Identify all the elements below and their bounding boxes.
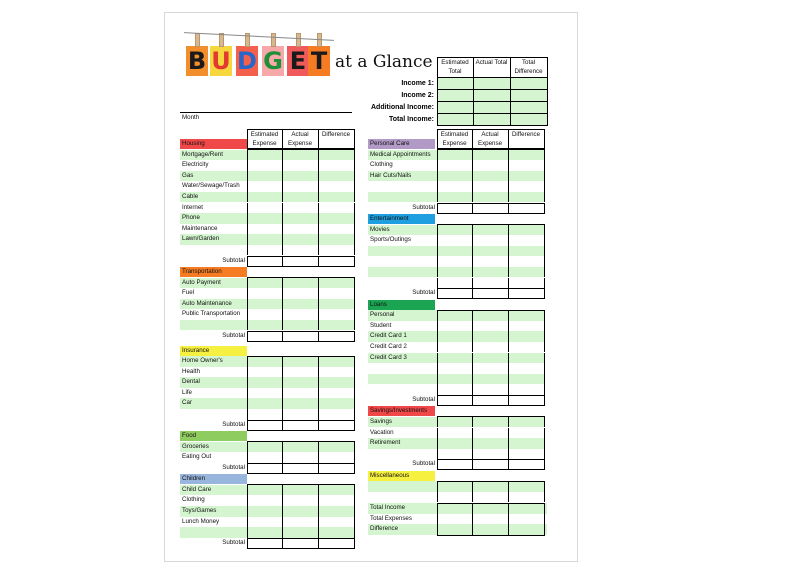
expense-input-cell[interactable]	[472, 310, 509, 321]
subtotal-cell[interactable]	[508, 288, 545, 299]
expense-input-cell[interactable]	[282, 171, 319, 182]
summary-input-cell[interactable]	[437, 524, 473, 535]
expense-input-cell[interactable]	[282, 224, 319, 235]
title-letter-card: E	[287, 46, 309, 76]
subtotal-label: Subtotal	[222, 538, 245, 546]
expense-header-label: Estimated Expense	[440, 131, 469, 147]
income-row-label: Income 1:	[401, 80, 434, 87]
expense-input-cell[interactable]	[318, 203, 355, 214]
section-header-children: Children	[180, 474, 247, 484]
expense-input-cell[interactable]	[508, 278, 545, 289]
expense-input-cell[interactable]	[247, 527, 283, 538]
expense-input-cell[interactable]	[282, 506, 319, 517]
expense-item-label: Home Owner's	[182, 357, 223, 364]
expense-input-cell[interactable]	[437, 321, 473, 332]
subtotal-cell[interactable]	[437, 395, 473, 406]
expense-input-cell[interactable]	[437, 171, 473, 182]
expense-input-cell[interactable]	[472, 278, 509, 289]
expense-input-cell[interactable]	[318, 367, 355, 378]
title-letter-card: U	[211, 47, 231, 75]
subtotal-label: Subtotal	[412, 203, 435, 211]
expense-input-cell[interactable]	[472, 342, 509, 353]
grid-top-line	[247, 149, 355, 150]
subtotal-cell[interactable]	[437, 288, 473, 299]
subtotal-cell[interactable]	[282, 538, 319, 549]
expense-input-cell[interactable]	[282, 234, 319, 245]
summary-label: Difference	[370, 525, 399, 533]
summary-input-cell[interactable]	[508, 503, 545, 514]
expense-item-label: Groceries	[182, 442, 209, 450]
subtotal-cell[interactable]	[508, 395, 545, 406]
expense-input-cell[interactable]	[508, 310, 545, 321]
subtotal-cell[interactable]	[472, 459, 509, 470]
subtotal-cell[interactable]	[472, 288, 509, 299]
expense-input-cell[interactable]	[282, 150, 319, 161]
expense-input-cell[interactable]	[247, 388, 283, 399]
expense-item-label: Credit Card 1	[370, 332, 407, 340]
subtotal-cell[interactable]	[318, 538, 355, 549]
expense-input-cell[interactable]	[318, 171, 355, 182]
expense-input-cell[interactable]	[437, 384, 473, 395]
grid-top-line	[437, 310, 545, 311]
expense-input-cell[interactable]	[508, 160, 545, 171]
expense-input-cell[interactable]	[318, 452, 355, 463]
expense-input-cell[interactable]	[247, 288, 283, 299]
income-input-cell[interactable]	[510, 113, 548, 126]
subtotal-label: Subtotal	[412, 460, 435, 468]
expense-input-cell[interactable]	[472, 492, 509, 503]
expense-input-cell[interactable]	[472, 428, 509, 439]
expense-input-cell[interactable]	[247, 150, 283, 161]
expense-header-label: Actual Expense	[477, 131, 503, 147]
summary-top-line	[437, 503, 545, 504]
expense-item-label: Clothing	[182, 496, 205, 504]
income-header-label: Total Difference	[514, 59, 543, 75]
expense-input-cell[interactable]	[318, 442, 355, 453]
expense-input-cell[interactable]	[247, 320, 283, 331]
expense-input-cell[interactable]	[472, 171, 509, 182]
expense-input-cell[interactable]	[318, 388, 355, 399]
expense-input-cell[interactable]	[437, 363, 473, 374]
expense-input-cell[interactable]	[247, 203, 283, 214]
summary-bottom-line	[437, 535, 545, 536]
expense-input-cell[interactable]	[318, 224, 355, 235]
subtotal-cell[interactable]	[318, 331, 355, 342]
expense-input-cell[interactable]	[437, 428, 473, 439]
grid-top-line	[437, 149, 545, 150]
expense-input-cell[interactable]	[247, 452, 283, 463]
summary-label: Total Expenses	[370, 514, 412, 522]
subtotal-cell[interactable]	[318, 256, 355, 267]
expense-input-cell[interactable]	[282, 213, 319, 224]
expense-input-cell[interactable]	[318, 309, 355, 320]
expense-input-cell[interactable]	[472, 192, 509, 203]
expense-input-cell[interactable]	[318, 485, 355, 496]
expense-input-cell[interactable]	[437, 150, 473, 161]
expense-input-cell[interactable]	[318, 320, 355, 331]
summary-input-cell[interactable]	[437, 503, 473, 514]
section-header-loans: Loans	[368, 300, 435, 310]
expense-item-label: Vacation	[370, 428, 394, 436]
expense-input-cell[interactable]	[508, 150, 545, 161]
expense-input-cell[interactable]	[437, 331, 473, 342]
expense-input-cell[interactable]	[282, 495, 319, 506]
expense-input-cell[interactable]	[318, 495, 355, 506]
expense-item-label: Car	[182, 399, 192, 407]
expense-input-cell[interactable]	[282, 409, 319, 420]
expense-item-label: Personal	[370, 311, 395, 319]
expense-input-cell[interactable]	[437, 235, 473, 246]
section-header-misc: Miscellaneous	[368, 471, 435, 481]
income-row-label: Income 2:	[401, 92, 434, 99]
summary-label: Total Income	[370, 504, 406, 511]
subtotal-cell[interactable]	[318, 463, 355, 474]
expense-input-cell[interactable]	[282, 192, 319, 203]
subtotal-label: Subtotal	[222, 331, 245, 339]
expense-input-cell[interactable]	[282, 452, 319, 463]
expense-input-cell[interactable]	[247, 192, 283, 203]
expense-input-cell[interactable]	[318, 517, 355, 528]
expense-input-cell[interactable]	[508, 225, 545, 236]
expense-item-label: Public Transportation	[182, 310, 241, 318]
expense-input-cell[interactable]	[508, 353, 545, 364]
expense-input-cell[interactable]	[282, 388, 319, 399]
expense-input-cell[interactable]	[472, 256, 509, 267]
month-line	[180, 112, 352, 113]
summary-input-cell[interactable]	[508, 524, 545, 535]
expense-input-cell[interactable]	[282, 278, 319, 289]
expense-input-cell[interactable]	[247, 442, 283, 453]
expense-input-cell[interactable]	[437, 256, 473, 267]
subtotal-cell[interactable]	[282, 331, 319, 342]
grid-top-line	[247, 356, 355, 357]
income-input-cell[interactable]	[473, 113, 511, 126]
subtotal-cell[interactable]	[282, 463, 319, 474]
expense-input-cell[interactable]	[437, 225, 473, 236]
income-row-label: Total Income:	[389, 116, 434, 123]
grid-top-line	[437, 481, 545, 482]
expense-input-cell[interactable]	[472, 384, 509, 395]
expense-header-label: Actual Expense	[287, 131, 313, 147]
expense-header-label: Difference	[511, 131, 541, 138]
expense-input-cell[interactable]	[247, 398, 283, 409]
title-letter-card: D	[237, 47, 257, 75]
expense-input-cell[interactable]	[318, 527, 355, 538]
expense-input-cell[interactable]	[318, 234, 355, 245]
expense-input-cell[interactable]	[508, 492, 545, 503]
subtotal-label: Subtotal	[222, 420, 245, 428]
clothespin-icon	[195, 33, 200, 47]
subtotal-cell[interactable]	[508, 459, 545, 470]
expense-item-label: Auto Payment	[182, 278, 221, 286]
expense-item-label: Electricity	[182, 161, 209, 169]
subtotal-cell[interactable]	[508, 203, 545, 214]
subtotal-label: Subtotal	[222, 463, 245, 471]
expense-input-cell[interactable]	[247, 309, 283, 320]
expense-header-label: Difference	[321, 131, 351, 138]
income-header-label: Estimated Total	[441, 59, 469, 75]
section-header-entertainment: Entertainment	[368, 214, 435, 224]
expense-input-cell[interactable]	[472, 417, 509, 428]
expense-input-cell[interactable]	[472, 374, 509, 385]
expense-input-cell[interactable]	[437, 181, 473, 192]
expense-input-cell[interactable]	[318, 181, 355, 192]
income-header-label: Actual Total	[475, 59, 508, 66]
expense-input-cell[interactable]	[282, 203, 319, 214]
summary-input-cell[interactable]	[437, 514, 473, 525]
expense-input-cell[interactable]	[437, 438, 473, 449]
subtotal-label: Subtotal	[412, 395, 435, 403]
expense-input-cell[interactable]	[247, 367, 283, 378]
expense-input-cell[interactable]	[318, 192, 355, 203]
expense-input-cell[interactable]	[318, 506, 355, 517]
expense-item-label: Student	[370, 321, 392, 329]
expense-item-label: Dental	[182, 378, 200, 386]
title-letter-card: G	[263, 47, 283, 75]
grid-top-line	[247, 441, 355, 442]
expense-item-label: Eating Out	[182, 453, 212, 461]
expense-header-label: Estimated Expense	[250, 131, 279, 147]
expense-item-label: Toys/Games	[182, 507, 217, 514]
expense-input-cell[interactable]	[508, 246, 545, 257]
expense-item-label: Savings	[370, 417, 393, 425]
subtotal-label: Subtotal	[412, 289, 435, 297]
expense-input-cell[interactable]	[472, 438, 509, 449]
expense-input-cell[interactable]	[472, 150, 509, 161]
expense-input-cell[interactable]	[508, 363, 545, 374]
expense-input-cell[interactable]	[508, 321, 545, 332]
title-letter-card: B	[187, 47, 207, 75]
expense-input-cell[interactable]	[437, 246, 473, 257]
expense-input-cell[interactable]	[282, 181, 319, 192]
expense-item-label: Phone	[182, 214, 200, 222]
expense-input-cell[interactable]	[472, 321, 509, 332]
expense-input-cell[interactable]	[508, 417, 545, 428]
expense-input-cell[interactable]	[472, 363, 509, 374]
expense-input-cell[interactable]	[508, 171, 545, 182]
subtotal-cell[interactable]	[282, 420, 319, 431]
expense-input-cell[interactable]	[508, 256, 545, 267]
subtotal-cell[interactable]	[472, 203, 509, 214]
expense-input-cell[interactable]	[282, 377, 319, 388]
expense-input-cell[interactable]	[508, 384, 545, 395]
expense-input-cell[interactable]	[247, 234, 283, 245]
expense-item-label: Credit Card 2	[370, 342, 407, 350]
subtotal-cell[interactable]	[247, 331, 283, 342]
expense-input-cell[interactable]	[318, 213, 355, 224]
expense-input-cell[interactable]	[247, 171, 283, 182]
section-header-housing: Housing	[180, 139, 247, 149]
summary-input-cell[interactable]	[472, 524, 509, 535]
expense-input-cell[interactable]	[318, 299, 355, 310]
expense-input-cell[interactable]	[282, 299, 319, 310]
expense-input-cell[interactable]	[508, 374, 545, 385]
expense-input-cell[interactable]	[437, 417, 473, 428]
clothespin-icon	[271, 33, 276, 47]
expense-input-cell[interactable]	[472, 246, 509, 257]
expense-input-cell[interactable]	[247, 506, 283, 517]
expense-item-label: Lawn/Garden	[182, 235, 220, 243]
expense-input-cell[interactable]	[282, 320, 319, 331]
expense-input-cell[interactable]	[247, 485, 283, 496]
subtotal-cell[interactable]	[437, 459, 473, 470]
expense-input-cell[interactable]	[437, 310, 473, 321]
expense-input-cell[interactable]	[472, 225, 509, 236]
section-header-savings: Savings/Investments	[368, 406, 435, 416]
section-header-personal: Personal Care	[368, 139, 435, 149]
expense-input-cell[interactable]	[437, 192, 473, 203]
expense-input-cell[interactable]	[472, 449, 509, 460]
expense-input-cell[interactable]	[508, 428, 545, 439]
expense-input-cell[interactable]	[437, 353, 473, 364]
expense-input-cell[interactable]	[247, 299, 283, 310]
section-header-transportation: Transportation	[180, 267, 247, 277]
expense-input-cell[interactable]	[282, 485, 319, 496]
expense-input-cell[interactable]	[282, 245, 319, 256]
expense-item-label: Mortgage/Rent	[182, 150, 223, 158]
expense-input-cell[interactable]	[282, 367, 319, 378]
expense-input-cell[interactable]	[318, 150, 355, 161]
expense-input-cell[interactable]	[247, 356, 283, 367]
expense-input-cell[interactable]	[282, 288, 319, 299]
expense-item-label: Maintenance	[182, 224, 218, 232]
grid-top-line	[437, 416, 545, 417]
expense-input-cell[interactable]	[472, 331, 509, 342]
expense-input-cell[interactable]	[247, 377, 283, 388]
expense-input-cell[interactable]	[282, 160, 319, 171]
expense-input-cell[interactable]	[437, 278, 473, 289]
summary-input-cell[interactable]	[508, 514, 545, 525]
expense-input-cell[interactable]	[472, 181, 509, 192]
expense-input-cell[interactable]	[472, 160, 509, 171]
expense-item-label: Lunch Money	[182, 517, 220, 525]
month-label: Month	[182, 114, 200, 121]
subtotal-cell[interactable]	[472, 395, 509, 406]
expense-item-label: Fuel	[182, 289, 195, 297]
expense-input-cell[interactable]	[247, 213, 283, 224]
expense-input-cell[interactable]	[318, 377, 355, 388]
expense-input-cell[interactable]	[247, 160, 283, 171]
subtotal-cell[interactable]	[247, 538, 283, 549]
expense-input-cell[interactable]	[437, 342, 473, 353]
expense-item-label: Auto Maintenance	[182, 299, 232, 307]
grid-top-line	[247, 277, 355, 278]
expense-item-label: Medical Appointments	[370, 150, 431, 158]
expense-input-cell[interactable]	[247, 495, 283, 506]
expense-input-cell[interactable]	[318, 409, 355, 420]
expense-item-label: Retirement	[370, 439, 401, 447]
expense-input-cell[interactable]	[318, 245, 355, 256]
expense-input-cell[interactable]	[508, 342, 545, 353]
expense-input-cell[interactable]	[437, 267, 473, 278]
expense-input-cell[interactable]	[437, 449, 473, 460]
expense-input-cell[interactable]	[282, 398, 319, 409]
expense-item-label: Movies	[370, 225, 390, 233]
expense-input-cell[interactable]	[247, 409, 283, 420]
expense-input-cell[interactable]	[282, 356, 319, 367]
summary-input-cell[interactable]	[472, 514, 509, 525]
subtotal-cell[interactable]	[282, 256, 319, 267]
expense-item-label: Hair Cuts/Nails	[370, 171, 412, 179]
expense-item-label: Health	[182, 367, 200, 375]
grid-top-line	[247, 484, 355, 485]
expense-input-cell[interactable]	[318, 278, 355, 289]
expense-input-cell[interactable]	[472, 481, 509, 492]
expense-input-cell[interactable]	[437, 481, 473, 492]
expense-item-label: Life	[182, 388, 192, 396]
subtotal-cell[interactable]	[437, 203, 473, 214]
expense-item-label: Water/Sewage/Trash	[182, 182, 240, 190]
expense-input-cell[interactable]	[472, 267, 509, 278]
expense-item-label: Credit Card 3	[370, 353, 407, 361]
expense-item-label: Clothing	[370, 161, 393, 169]
expense-input-cell[interactable]	[508, 192, 545, 203]
subtotal-cell[interactable]	[247, 256, 283, 267]
expense-input-cell[interactable]	[247, 245, 283, 256]
summary-input-cell[interactable]	[472, 503, 509, 514]
expense-input-cell[interactable]	[318, 398, 355, 409]
expense-input-cell[interactable]	[508, 481, 545, 492]
expense-input-cell[interactable]	[508, 267, 545, 278]
expense-input-cell[interactable]	[282, 309, 319, 320]
expense-input-cell[interactable]	[247, 278, 283, 289]
subtotal-cell[interactable]	[247, 463, 283, 474]
expense-input-cell[interactable]	[282, 442, 319, 453]
expense-input-cell[interactable]	[282, 517, 319, 528]
subtotal-cell[interactable]	[247, 420, 283, 431]
expense-item-label: Gas	[182, 171, 194, 179]
expense-item-label: Sports/Outings	[370, 236, 411, 244]
expense-item-label: Child Care	[182, 485, 212, 493]
expense-input-cell[interactable]	[318, 160, 355, 171]
expense-input-cell[interactable]	[508, 235, 545, 246]
section-header-insurance: Insurance	[180, 346, 247, 356]
subtotal-cell[interactable]	[318, 420, 355, 431]
expense-input-cell[interactable]	[437, 160, 473, 171]
expense-input-cell[interactable]	[437, 374, 473, 385]
clothespin-icon	[296, 33, 301, 47]
section-header-food: Food	[180, 431, 247, 441]
income-row-label: Additional Income:	[371, 104, 434, 111]
expense-item-label: Internet	[182, 203, 203, 211]
expense-input-cell[interactable]	[247, 224, 283, 235]
expense-input-cell[interactable]	[508, 181, 545, 192]
title-letter-card: T	[308, 46, 330, 76]
expense-input-cell[interactable]	[247, 181, 283, 192]
subtotal-label: Subtotal	[222, 256, 245, 264]
grid-top-line	[437, 224, 545, 225]
expense-item-label: Cable	[182, 192, 199, 200]
expense-input-cell[interactable]	[472, 353, 509, 364]
expense-input-cell[interactable]	[508, 438, 545, 449]
expense-input-cell[interactable]	[282, 527, 319, 538]
title-suffix: at a Glance	[335, 52, 433, 72]
expense-input-cell[interactable]	[318, 288, 355, 299]
income-input-cell[interactable]	[437, 113, 474, 126]
expense-input-cell[interactable]	[508, 331, 545, 342]
expense-input-cell[interactable]	[472, 235, 509, 246]
expense-input-cell[interactable]	[247, 517, 283, 528]
expense-input-cell[interactable]	[508, 449, 545, 460]
expense-input-cell[interactable]	[318, 356, 355, 367]
expense-input-cell[interactable]	[437, 492, 473, 503]
